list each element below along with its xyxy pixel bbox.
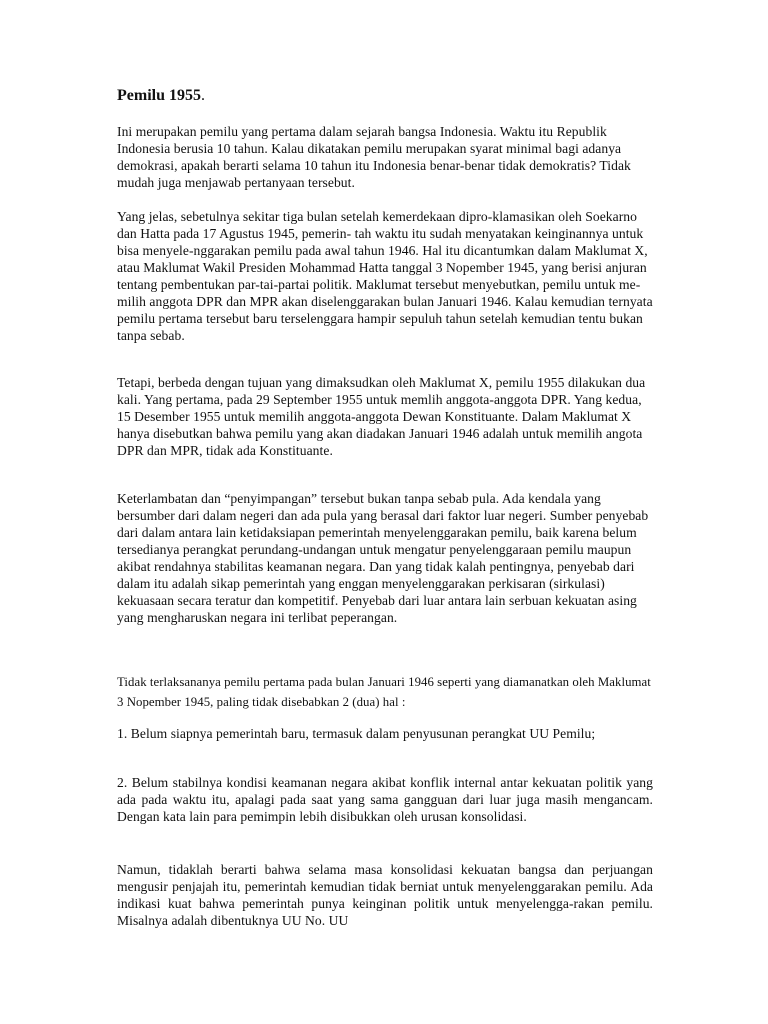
title-period: . bbox=[201, 87, 205, 104]
list-item-1: 1. Belum siapnya pemerintah baru, termasuk dalam penyusunan perangkat UU Pemilu; bbox=[117, 726, 596, 741]
paragraph-consolidation: Namun, tidaklah berarti bahwa selama masa konsolidasi kekuatan bangsa dan perjuangan mengusir penjajah itu, pemerintah kemudian tidak berniat untuk menyelenggarakan pemilu. Ada indikasi kuat bahwa pemerintah punya keinginan politik untuk menyelengga-rakan pemilu. Misalnya adalah dibentuknya UU No. UU bbox=[117, 862, 653, 928]
paragraph-two-reasons: Tidak terlaksananya pemilu pertama pada bulan Januari 1946 seperti yang diamanatkan oleh Maklumat 3 Nopember 1945, paling tidak disebabkan 2 (dua) hal : bbox=[117, 675, 651, 709]
title-text: Pemilu 1955 bbox=[117, 87, 201, 104]
paragraph-maklumat-x: Yang jelas, sebetulnya sekitar tiga bulan setelah kemerdekaan dipro-klamasikan oleh Soekarno dan Hatta pada 17 Agustus 1945, pemerin- tah waktu itu sudah menyatakan keinginannya untuk bisa menyele-nggarakan pemilu pada awal tahun 1946. Hal itu dicantumkan dalam Maklumat X, atau Maklumat Wakil Presiden Mohammad Hatta tanggal 3 Nopember 1945, yang berisi anjuran tentang pembentukan par-tai-partai politik. Maklumat tersebut menyebutkan, pemilu untuk me-milih anggota DPR dan MPR akan diselenggarakan bulan Januari 1946. Kalau kemudian ternyata pemilu pertama tersebut baru terselenggara hampir sepuluh tahun setelah kemudian tentu bukan tanpa sebab. bbox=[117, 209, 653, 343]
paragraph-intro: Ini merupakan pemilu yang pertama dalam sejarah bangsa Indonesia. Waktu itu Republik Indonesia berusia 10 tahun. Kalau dikatakan pemilu merupakan syarat minimal bagi adanya demokrasi, apakah berarti selama 10 tahun itu Indonesia benar-benar tidak demokratis? Tidak mudah juga menjawab pertanyaan tersebut. bbox=[117, 124, 631, 190]
list-item-2: 2. Belum stabilnya kondisi keamanan negara akibat konflik internal antar kekuatan politik yang ada pada waktu itu, apalagi pada saat yang sama gangguan dari luar juga masih mengancam. Dengan kata lain para pemimpin lebih disibukkan oleh urusan konsolidasi. bbox=[117, 775, 653, 824]
paragraph-two-elections: Tetapi, berbeda dengan tujuan yang dimaksudkan oleh Maklumat X, pemilu 1955 dilakukan dua kali. Yang pertama, pada 29 September 1955 untuk memlih anggota-anggota DPR. Yang kedua, 15 Desember 1955 untuk memilih anggota-anggota Dewan Konstituante. Dalam Maklumat X hanya disebutkan bahwa pemilu yang akan diadakan Januari 1946 adalah untuk memilih angota DPR dan MPR, tidak ada Konstituante. bbox=[117, 375, 646, 458]
document-title bbox=[117, 87, 205, 105]
paragraph-delay-causes: Keterlambatan dan “penyimpangan” tersebut bukan tanpa sebab pula. Ada kendala yang bersumber dari dalam negeri dan ada pula yang berasal dari faktor luar negeri. Sumber penyebab dari dalam antara lain ketidaksiapan pemerintah menyelenggarakan pemilu, baik karena belum tersedianya perangkat perundang-undangan untuk mengatur penyelenggaraan pemilu maupun akibat rendahnya stabilitas keamanan negara. Dan yang tidak kalah pentingnya, penyebab dari dalam itu adalah sikap pemerintah yang enggan menyelenggarakan perkisaran (sirkulasi) kekuasaan secara teratur dan kompetitif. Penyebab dari luar antara lain serbuan kekuatan asing yang mengharuskan negara ini terlibat peperangan. bbox=[117, 491, 649, 625]
